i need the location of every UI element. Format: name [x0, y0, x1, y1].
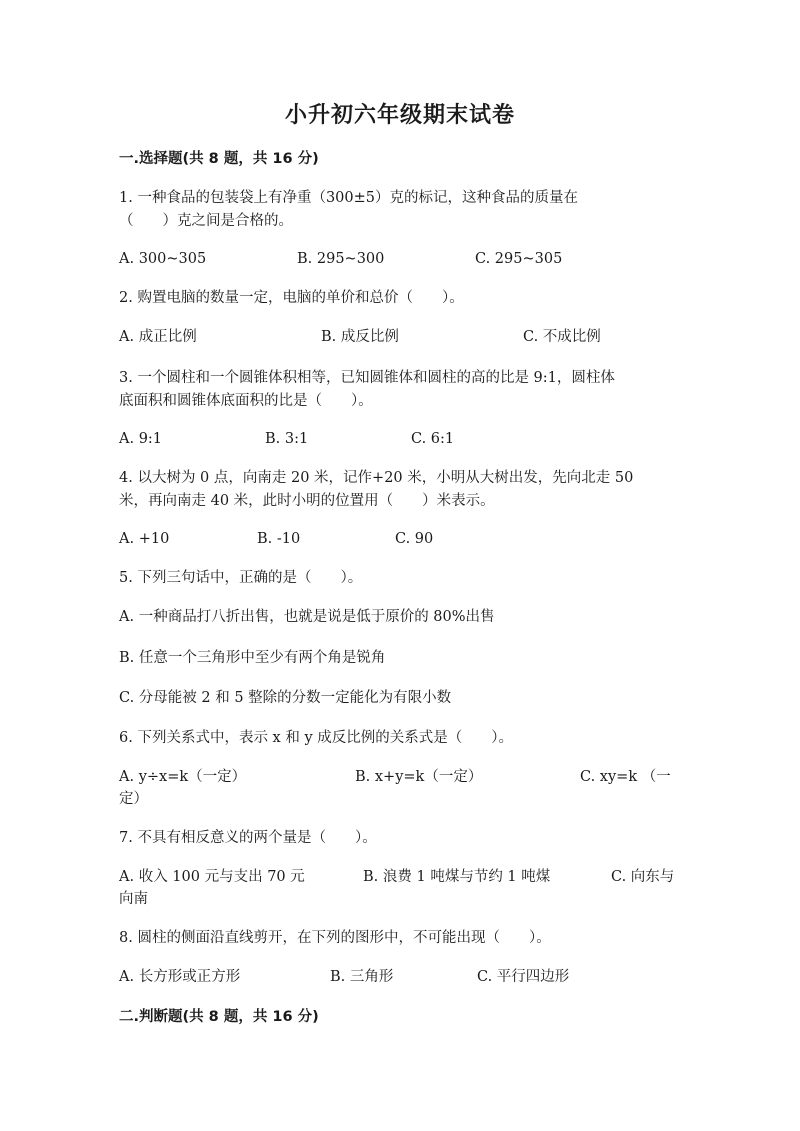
question-2-stem-line1: 2. 购置电脑的数量一定，电脑的单价和总价（ ）。: [119, 290, 464, 306]
question-5-stem-line1: 5. 下列三句话中，正确的是（ ）。: [119, 570, 363, 586]
question-3-option-c: C. 6:1: [411, 431, 455, 447]
question-3-option-b: B. 3:1: [265, 431, 309, 447]
question-3-stem-line2: 底面积和圆锥体底面积的比是（ ）。: [119, 393, 373, 409]
question-1-stem-line1: 1. 一种食品的包装袋上有净重（300±5）克的标记，这种食品的质量在: [119, 190, 578, 206]
question-6-stem-line1: 6. 下列关系式中，表示 x 和 y 成反比例的关系式是（ ）。: [119, 730, 513, 746]
question-5-option-b: B. 任意一个三角形中至少有两个角是锐角: [119, 650, 386, 666]
question-1-option-c: C. 295~305: [475, 251, 563, 267]
question-5-option-a: A. 一种商品打八折出售，也就是说是低于原价的 80%出售: [119, 609, 495, 625]
question-7-option-wrap: 向南: [119, 891, 148, 907]
question-4-stem-line2: 米，再向南走 40 米，此时小明的位置用（ ）米表示。: [119, 493, 495, 509]
question-8-option-c: C. 平行四边形: [477, 969, 570, 985]
section-heading-judgment: 二.判断题(共 8 题，共 16 分): [119, 1009, 319, 1025]
question-7-option-a: A. 收入 100 元与支出 70 元: [119, 869, 305, 885]
question-1-option-b: B. 295~300: [297, 251, 385, 267]
question-8-option-a: A. 长方形或正方形: [119, 969, 241, 985]
question-6-option-wrap: 定）: [119, 791, 148, 807]
question-2-option-c: C. 不成比例: [523, 329, 601, 345]
question-7-option-c: C. 向东与: [611, 869, 675, 885]
question-6-option-c: C. xy=k （一: [580, 769, 671, 785]
question-3-option-a: A. 9:1: [119, 431, 163, 447]
question-1-option-a: A. 300~305: [119, 251, 207, 267]
question-6-option-a: A. y÷x=k（一定）: [119, 769, 247, 785]
question-4-stem-line1: 4. 以大树为 0 点，向南走 20 米，记作+20 米，小明从大树出发，先向北走 50: [119, 470, 634, 486]
question-8-stem-line1: 8. 圆柱的侧面沿直线剪开，在下列的图形中，不可能出现（ ）。: [119, 930, 551, 946]
question-7-stem-line1: 7. 不具有相反意义的两个量是（ ）。: [119, 830, 377, 846]
question-4-option-a: A. +10: [119, 531, 170, 547]
question-6-option-b: B. x+y=k（一定）: [355, 769, 483, 785]
question-2-option-b: B. 成反比例: [321, 329, 399, 345]
question-5-option-c: C. 分母能被 2 和 5 整除的分数一定能化为有限小数: [119, 690, 452, 706]
question-1-stem-line2: （ ）克之间是合格的。: [119, 213, 293, 229]
section-heading-choice: 一.选择题(共 8 题，共 16 分): [119, 151, 319, 167]
question-3-stem-line1: 3. 一个圆柱和一个圆锥体积相等，已知圆锥体和圆柱的高的比是 9:1，圆柱体: [119, 370, 615, 386]
question-8-option-b: B. 三角形: [330, 969, 394, 985]
page-title: 小升初六年级期末试卷: [284, 102, 515, 128]
question-7-option-b: B. 浪费 1 吨煤与节约 1 吨煤: [363, 869, 551, 885]
question-4-option-c: C. 90: [395, 531, 434, 547]
question-2-option-a: A. 成正比例: [119, 329, 197, 345]
question-4-option-b: B. -10: [257, 531, 301, 547]
